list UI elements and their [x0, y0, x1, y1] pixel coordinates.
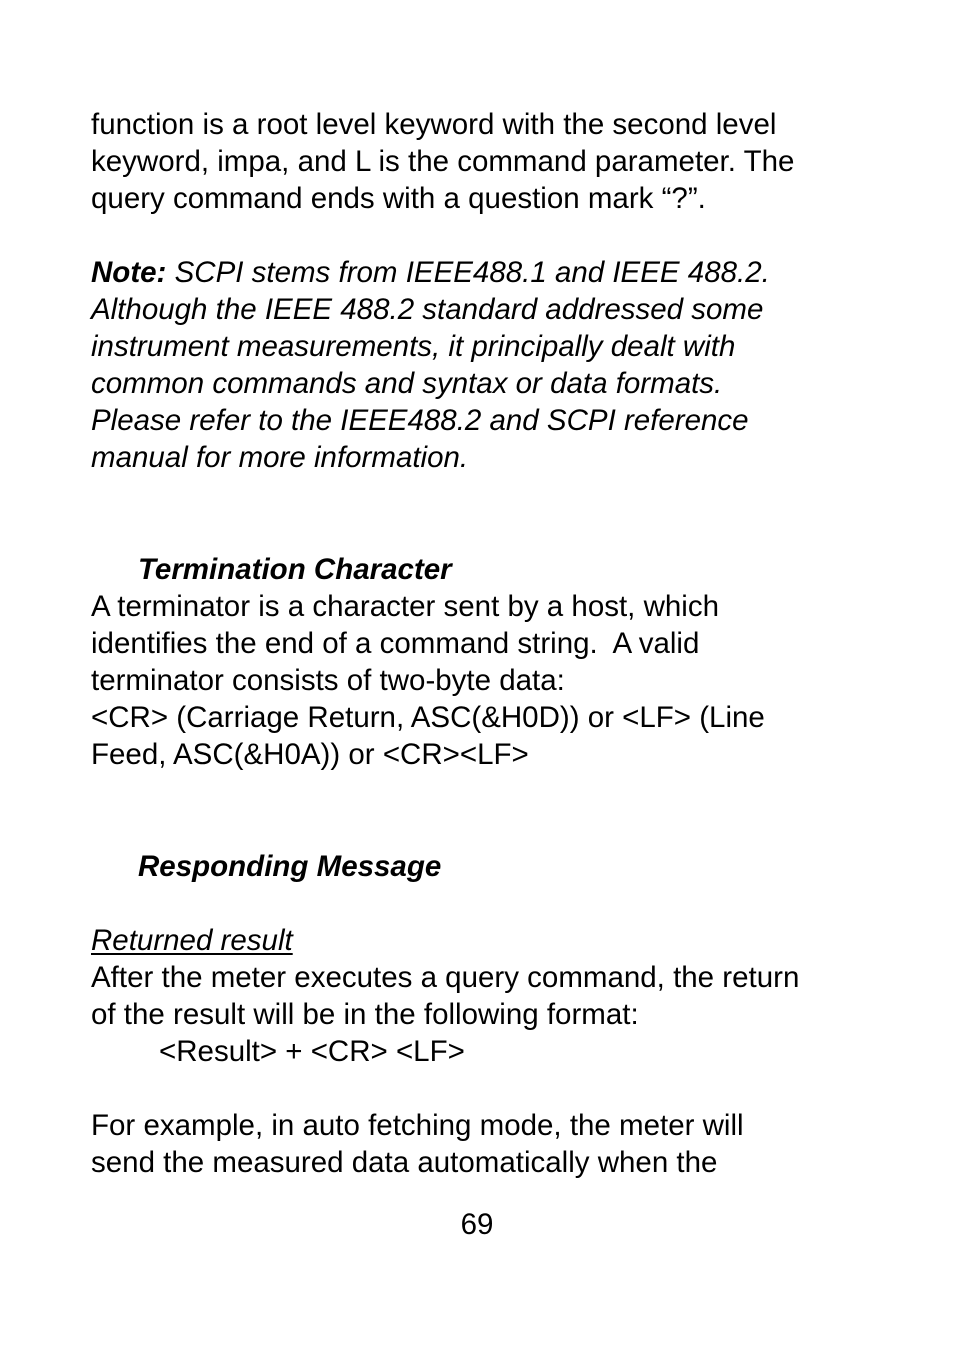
note-first-line-text: SCPI stems from IEEE488.1 and IEEE 488.2.	[166, 256, 770, 289]
intro-line-3: query command ends with a question mark “?”.	[91, 182, 706, 215]
note-line-1	[91, 254, 881, 291]
responding-line-1: After the meter executes a query command, the return	[91, 961, 800, 994]
returned-result-subheading: Returned result	[91, 924, 293, 957]
note-line-2: Although the IEEE 488.2 standard addressed some	[91, 293, 764, 326]
note-line-3: instrument measurements, it principally dealt with	[91, 330, 736, 363]
note-label: Note:	[91, 256, 167, 289]
note-line-6: manual for more information.	[91, 441, 469, 474]
note-line-4: common commands and syntax or data formats.	[91, 367, 723, 400]
termination-line-3: terminator consists of two-byte data:	[91, 664, 565, 697]
intro-line-2: keyword, impa, and L is the command parameter. The	[91, 145, 795, 178]
termination-line-4: <CR> (Carriage Return, ASC(&H0D)) or <LF> (Line	[91, 701, 765, 734]
returned-result-subheading-line	[91, 922, 881, 959]
intro-paragraph	[91, 106, 881, 217]
responding-line-2: of the result will be in the following format:	[91, 998, 639, 1031]
intro-line-1: function is a root level keyword with the second level	[91, 108, 777, 141]
note-paragraph	[91, 254, 881, 476]
example-paragraph	[91, 1107, 881, 1181]
page-content	[91, 106, 881, 1181]
responding-paragraph	[91, 959, 881, 1070]
example-line-1: For example, in auto fetching mode, the meter will	[91, 1109, 744, 1142]
page-number: 69	[460, 1208, 494, 1241]
termination-line-5: Feed, ASC(&H0A)) or <CR><LF>	[91, 738, 529, 771]
note-line-5: Please refer to the IEEE488.2 and SCPI reference	[91, 404, 749, 437]
result-format-line: <Result> + <CR> <LF>	[159, 1035, 465, 1068]
responding-heading: Responding Message	[138, 850, 442, 883]
termination-line-2: identifies the end of a command string. A valid	[91, 627, 700, 660]
termination-heading: Termination Character	[138, 553, 452, 586]
termination-line-1: A terminator is a character sent by a host, which	[91, 590, 719, 623]
example-line-2: send the measured data automatically when the	[91, 1146, 718, 1179]
termination-paragraph	[91, 588, 881, 773]
